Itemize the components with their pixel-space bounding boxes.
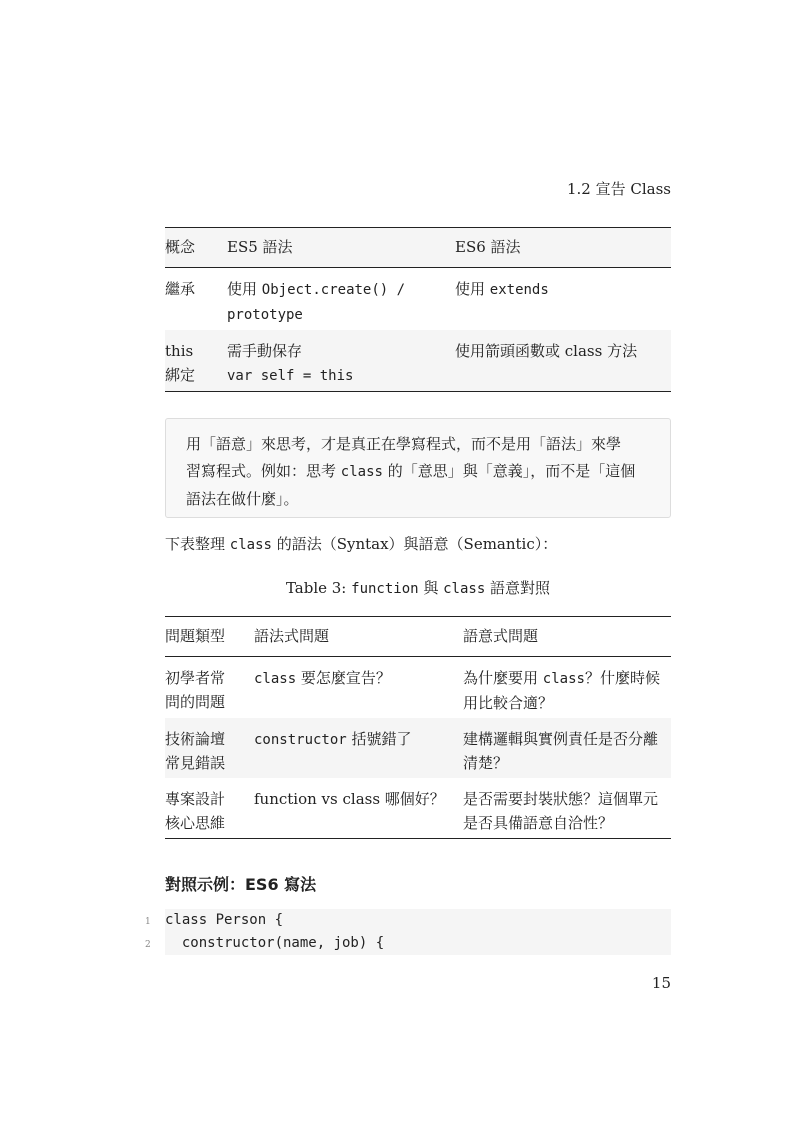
cell-text: 繼承 xyxy=(165,280,196,298)
es5-es6-comparison-table xyxy=(165,227,671,392)
table-row xyxy=(165,657,671,719)
table-cell xyxy=(227,330,455,392)
cell-text: 綁定 xyxy=(165,366,196,384)
table-header-row xyxy=(165,228,671,268)
inline-code: Object.create() / prototype xyxy=(227,282,406,323)
note-line xyxy=(186,458,650,486)
code-block xyxy=(145,909,671,955)
table-cell xyxy=(254,718,463,778)
inline-code: extends xyxy=(489,282,549,298)
note-line: 語法在做什麼」。 xyxy=(186,490,299,508)
cell-text: 為什麼要用 xyxy=(463,669,543,687)
section-heading: 對照示例：ES6 寫法 xyxy=(165,875,317,894)
table-cell xyxy=(165,778,254,839)
table-row xyxy=(165,778,671,839)
column-header: 語意式問題 xyxy=(463,627,539,645)
table-cell xyxy=(254,657,463,719)
cell-text: 使用 xyxy=(227,280,262,298)
inline-code: function xyxy=(351,581,419,597)
code-text: constructor(name, job) { xyxy=(165,932,671,955)
cell-text: 需手動保存 xyxy=(227,342,303,360)
cell-text: 建構邏輯與實例責任是否分離 xyxy=(463,730,659,748)
inline-code: constructor xyxy=(254,732,347,748)
column-header: 概念 xyxy=(165,228,227,268)
cell-text: 括號錯了 xyxy=(346,730,412,748)
table-cell xyxy=(463,718,671,778)
table-cell xyxy=(165,657,254,719)
table-row xyxy=(165,268,671,331)
inline-code: class xyxy=(443,581,486,597)
note-text: 的「意思」與「意義」，而不是「這個 xyxy=(382,462,636,480)
cell-text: 使用 xyxy=(455,280,490,298)
table-cell xyxy=(165,268,227,331)
inline-code: class xyxy=(542,671,585,687)
inline-code: var self = this xyxy=(227,368,354,384)
caption-text: Table 3: xyxy=(285,579,352,597)
cell-text: 專案設計 xyxy=(165,790,226,808)
cell-text: 核心思維 xyxy=(165,814,226,832)
line-number: 2 xyxy=(145,940,151,950)
table-cell xyxy=(165,330,227,392)
cell-text: 清楚？ xyxy=(463,754,509,772)
paragraph-text: 的語法（Syntax）與語意（Semantic）： xyxy=(271,535,558,553)
cell-text: ？什麼時候 xyxy=(584,669,660,687)
inline-code: class xyxy=(229,537,272,553)
note-text: 習寫程式。例如：思考 xyxy=(186,462,341,480)
cell-text: 常見錯誤 xyxy=(165,754,226,772)
syntax-semantic-table xyxy=(165,616,671,839)
column-header: ES5 語法 xyxy=(227,228,455,268)
cell-text: 是否需要封裝狀態？這個單元 xyxy=(463,790,659,808)
table-cell xyxy=(463,657,671,719)
cell-text: 要怎麼宣告？ xyxy=(296,669,391,687)
note-box xyxy=(165,418,671,518)
table-header-row xyxy=(165,617,671,657)
table-cell xyxy=(455,268,671,331)
inline-code: class xyxy=(340,464,383,480)
note-line: 用「語意」來思考，才是真正在學寫程式，而不是用「語法」來學 xyxy=(186,435,622,453)
code-text: class Person { xyxy=(165,909,671,932)
cell-text: 技術論壇 xyxy=(165,730,226,748)
running-header: 1.2 宣告 Class xyxy=(566,180,671,198)
line-number: 1 xyxy=(145,917,151,927)
table-cell xyxy=(463,778,671,839)
paragraph-text: 下表整理 xyxy=(165,535,230,553)
column-header: 語法式問題 xyxy=(254,627,330,645)
cell-text: 初學者常 xyxy=(165,669,226,687)
table-cell xyxy=(227,268,455,331)
table-row xyxy=(165,718,671,778)
table-caption xyxy=(0,576,800,601)
intro-paragraph xyxy=(165,531,557,558)
table-cell xyxy=(165,718,254,778)
cell-text: 用比較合適？ xyxy=(463,694,554,712)
caption-text: 與 xyxy=(418,579,444,597)
cell-text: 是否具備語意自洽性？ xyxy=(463,814,614,832)
code-line xyxy=(145,932,671,955)
table-row xyxy=(165,330,671,392)
table-cell: function vs class 哪個好？ xyxy=(254,790,445,808)
inline-code: class xyxy=(254,671,297,687)
column-header: 問題類型 xyxy=(165,627,226,645)
caption-text: 語意對照 xyxy=(485,579,551,597)
page-number: 15 xyxy=(651,974,671,992)
cell-text: this xyxy=(165,342,194,360)
table-cell: 使用箭頭函數或 class 方法 xyxy=(455,342,638,360)
code-line xyxy=(145,909,671,932)
column-header: ES6 語法 xyxy=(455,228,671,268)
cell-text: 問的問題 xyxy=(165,693,226,711)
